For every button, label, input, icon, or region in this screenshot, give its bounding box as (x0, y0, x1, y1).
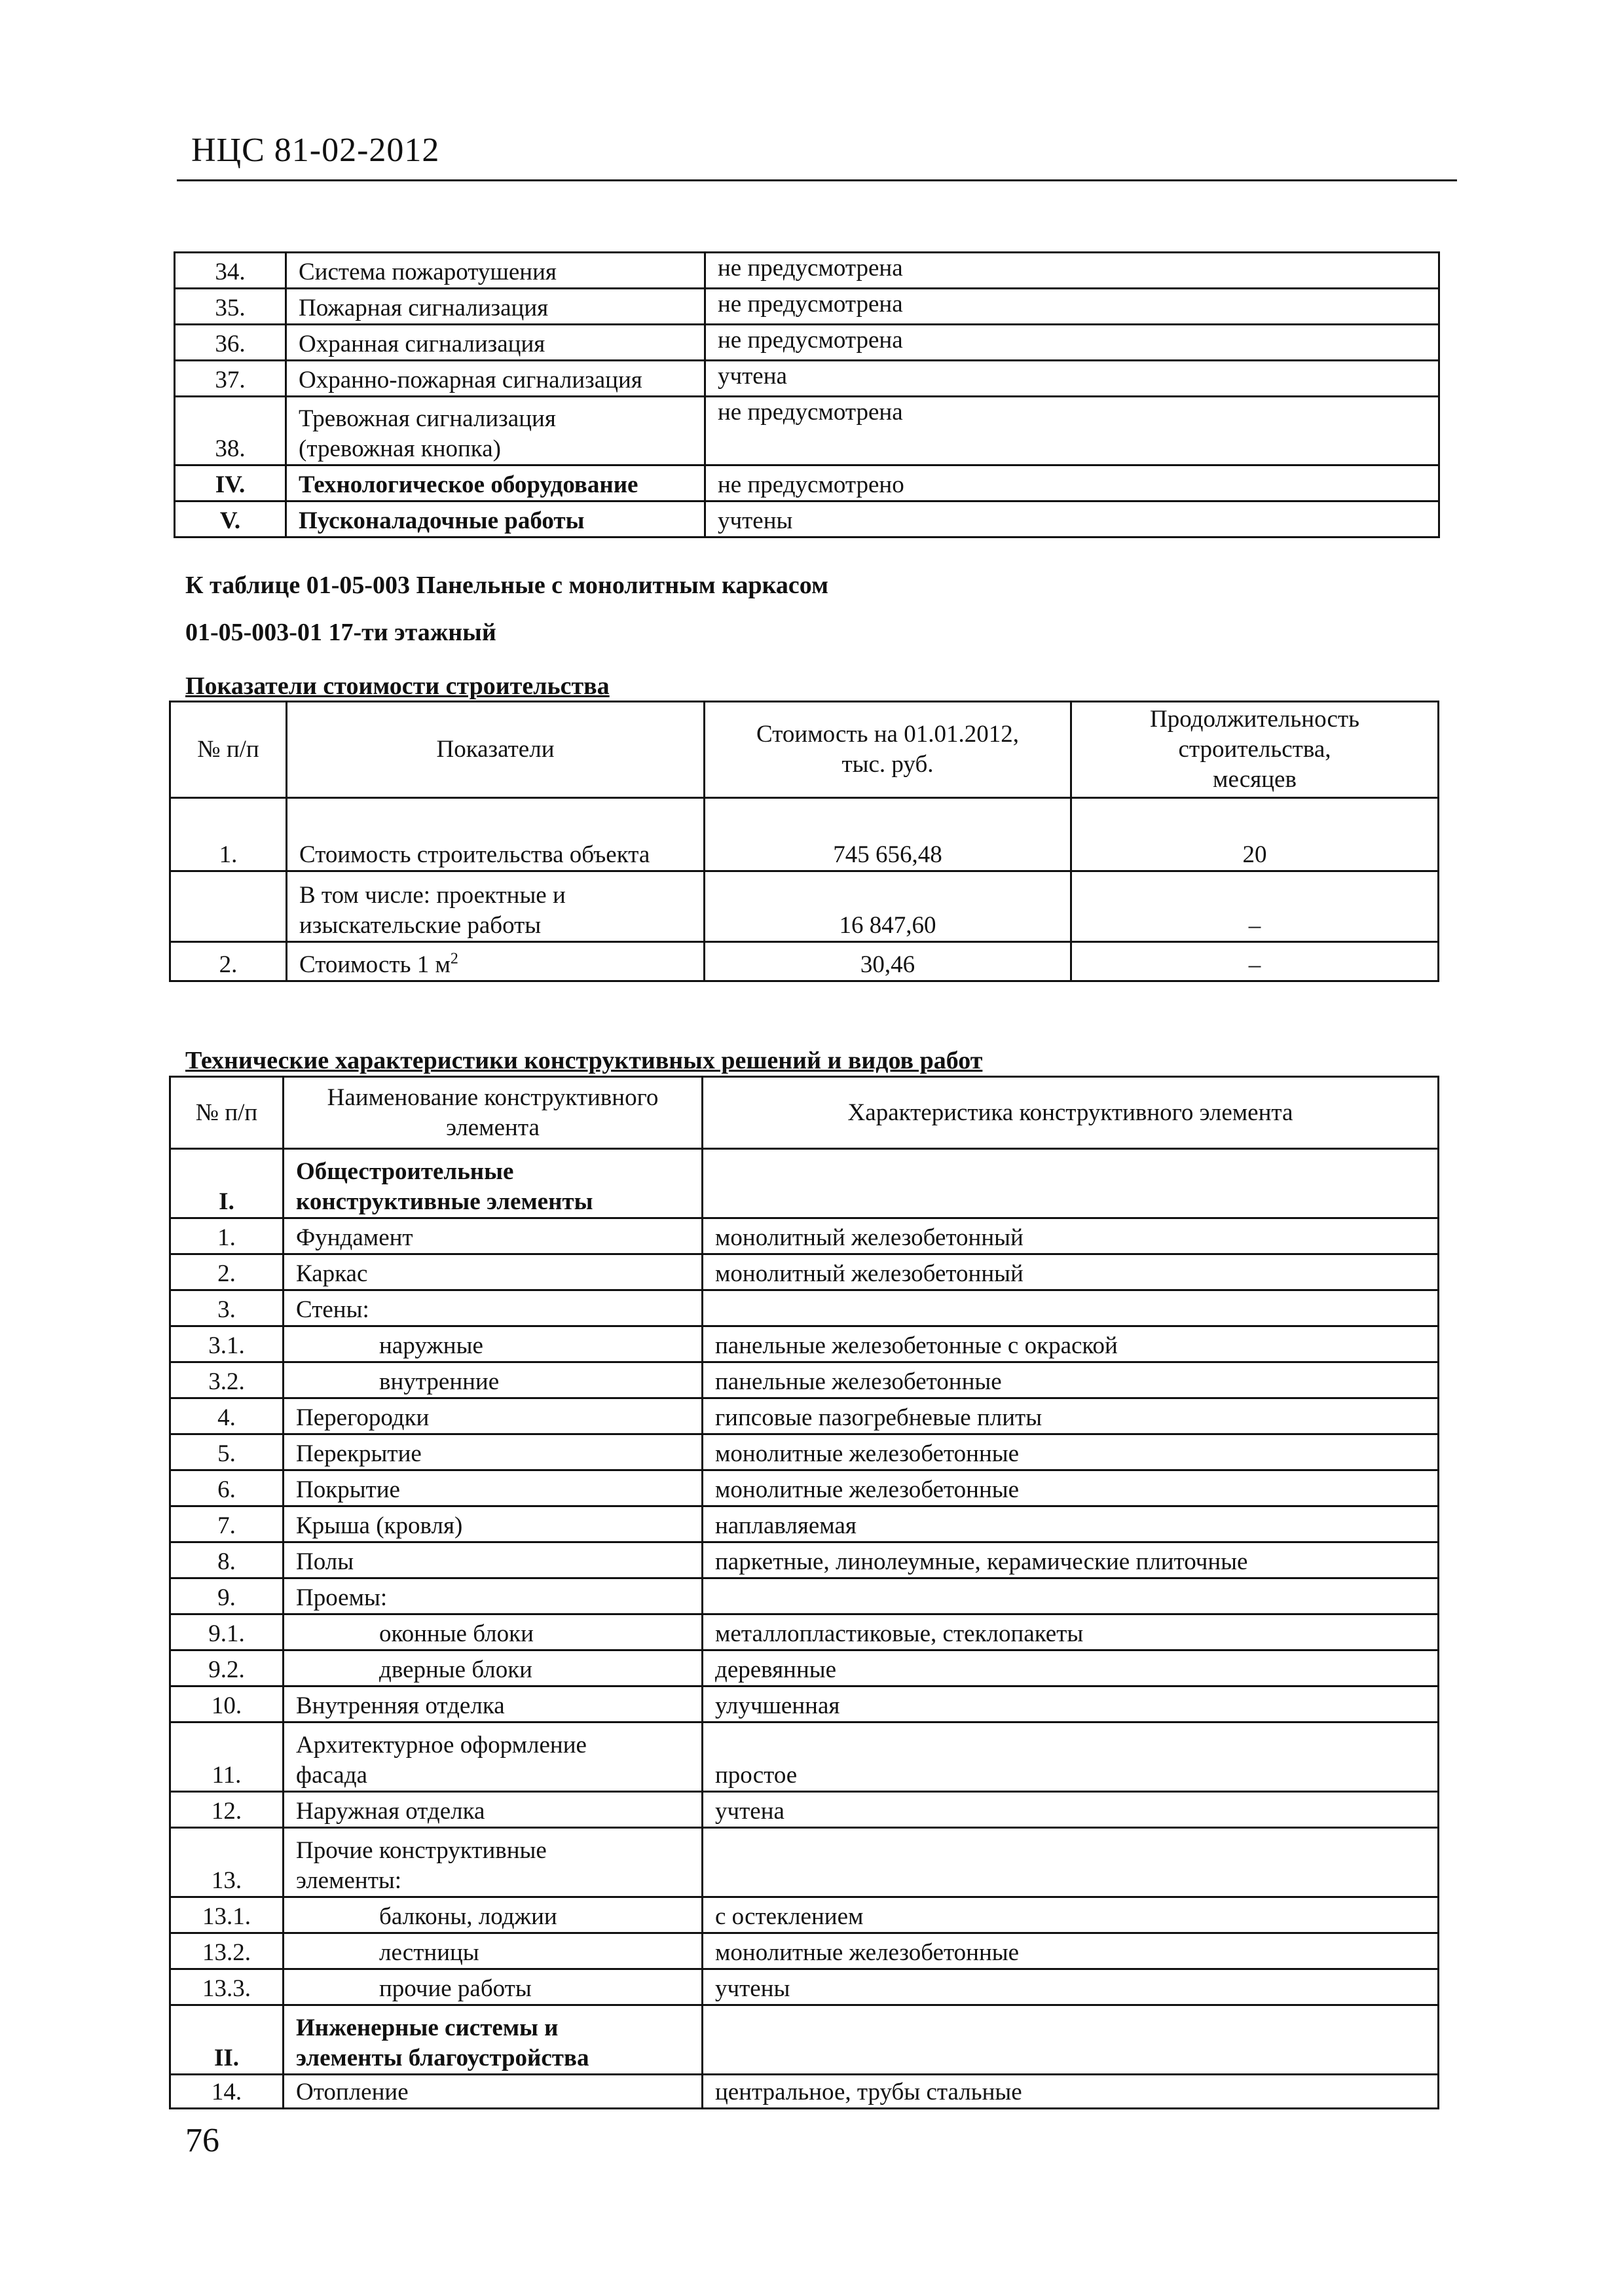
header-num: № п/п (170, 702, 287, 798)
row-value: не предусмотрена (705, 397, 1439, 465)
row-name (287, 871, 705, 942)
table-row (175, 465, 1439, 501)
row-name: Пусконаладочные работы (286, 501, 705, 538)
row-value (703, 1290, 1439, 1326)
row-number: 5. (170, 1434, 284, 1470)
row-name-line2: фасада (296, 1762, 367, 1789)
row-number: 13.3. (170, 1969, 284, 2005)
row-name (284, 1149, 703, 1218)
row-name-line2: конструктивные элементы (296, 1188, 593, 1215)
row-name-line2: элементы благоустройства (296, 2045, 589, 2071)
row-value: монолитный железобетонный (703, 1254, 1439, 1290)
row-value: не предусмотрена (705, 289, 1439, 325)
table-header-row (170, 702, 1439, 798)
table-row (175, 397, 1439, 465)
header-duration (1071, 702, 1439, 798)
row-number: 3. (170, 1290, 284, 1326)
table-row (170, 1326, 1439, 1362)
table-row (170, 942, 1439, 981)
row-number: 34. (175, 253, 286, 289)
table-row (170, 1398, 1439, 1434)
table-row (170, 1506, 1439, 1542)
table-row (170, 1969, 1439, 2005)
row-value: учтена (703, 1792, 1439, 1828)
table-row (170, 1149, 1439, 1218)
header-rule (177, 179, 1457, 181)
row-number: 10. (170, 1686, 284, 1722)
row-name (284, 1828, 703, 1897)
row-name: Стоимость строительства объекта (287, 798, 705, 871)
row-name-text: Стоимость 1 м (299, 951, 451, 978)
row-name (286, 397, 705, 465)
row-name: Система пожаротушения (286, 253, 705, 289)
row-value (703, 1828, 1439, 1897)
row-name-line2: элементы: (296, 1867, 402, 1894)
table-row (175, 361, 1439, 397)
header-name-line1: Наименование конструктивного (327, 1084, 659, 1111)
row-name (287, 942, 705, 981)
row-number: 4. (170, 1398, 284, 1434)
tech-table-caption: Технические характеристики конструктивных решений и видов работ (185, 1047, 983, 1074)
header-name-line2: элемента (446, 1114, 540, 1141)
row-value: не предусмотрена (705, 253, 1439, 289)
row-number: 2. (170, 1254, 284, 1290)
table-row (170, 871, 1439, 942)
row-name-line1: В том числе: проектные и (299, 882, 566, 909)
row-name: Фундамент (284, 1218, 703, 1254)
cost-table (169, 701, 1439, 982)
row-number: 6. (170, 1470, 284, 1506)
row-value (703, 2005, 1439, 2075)
row-number: V. (175, 501, 286, 538)
row-name: Технологическое оборудование (286, 465, 705, 501)
row-duration: – (1071, 942, 1439, 981)
row-name: Полы (284, 1542, 703, 1578)
table-row (175, 501, 1439, 538)
row-number: 3.1. (170, 1326, 284, 1362)
row-value: не предусмотрено (705, 465, 1439, 501)
row-name-line1: Прочие конструктивные (296, 1837, 547, 1864)
table-row (170, 2075, 1439, 2109)
row-cost: 16 847,60 (705, 871, 1071, 942)
row-name: Охранно-пожарная сигнализация (286, 361, 705, 397)
row-name: лестницы (284, 1933, 703, 1969)
table-row (170, 1933, 1439, 1969)
row-number: 35. (175, 289, 286, 325)
table-row (170, 1614, 1439, 1650)
row-number (170, 871, 287, 942)
row-number: 2. (170, 942, 287, 981)
row-name: Наружная отделка (284, 1792, 703, 1828)
row-number: 12. (170, 1792, 284, 1828)
header-duration-line1: Продолжительность (1150, 706, 1359, 733)
row-number: 9.2. (170, 1650, 284, 1686)
row-value: учтены (703, 1969, 1439, 2005)
row-name: прочие работы (284, 1969, 703, 2005)
table-row (170, 798, 1439, 871)
row-value: улучшенная (703, 1686, 1439, 1722)
row-number: 37. (175, 361, 286, 397)
row-name: наружные (284, 1326, 703, 1362)
row-name: Охранная сигнализация (286, 325, 705, 361)
table-row (170, 2005, 1439, 2075)
row-name-line1: Тревожная сигнализация (299, 405, 556, 432)
document-header: НЦС 81-02-2012 (191, 132, 440, 169)
row-name: Отопление (284, 2075, 703, 2109)
header-characteristic: Характеристика конструктивного элемента (703, 1077, 1439, 1149)
cost-table-caption: Показатели стоимости строительства (185, 672, 610, 700)
row-value: монолитный железобетонный (703, 1218, 1439, 1254)
row-name: Покрытие (284, 1470, 703, 1506)
row-value: не предусмотрена (705, 325, 1439, 361)
page-number: 76 (185, 2122, 219, 2159)
row-number: 13.1. (170, 1897, 284, 1933)
table-row (170, 1290, 1439, 1326)
row-value: панельные железобетонные с окраской (703, 1326, 1439, 1362)
table-row (170, 1218, 1439, 1254)
header-cost-line2: тыс. руб. (841, 751, 934, 778)
row-number: 13.2. (170, 1933, 284, 1969)
row-value: простое (703, 1722, 1439, 1792)
row-number: 13. (170, 1828, 284, 1897)
table-row (170, 1792, 1439, 1828)
row-number: 38. (175, 397, 286, 465)
row-name: Внутренняя отделка (284, 1686, 703, 1722)
row-name-line1: Инженерные системы и (296, 2014, 559, 2041)
table-row (170, 1470, 1439, 1506)
table-row (170, 1254, 1439, 1290)
tech-table (169, 1076, 1439, 2109)
row-value: гипсовые пазогребневые плиты (703, 1398, 1439, 1434)
row-number: 9.1. (170, 1614, 284, 1650)
row-name: Перекрытие (284, 1434, 703, 1470)
row-number: 9. (170, 1578, 284, 1614)
row-name: Проемы: (284, 1578, 703, 1614)
row-number: 8. (170, 1542, 284, 1578)
row-number: 1. (170, 1218, 284, 1254)
header-num: № п/п (170, 1077, 284, 1149)
row-value: панельные железобетонные (703, 1362, 1439, 1398)
row-cost: 30,46 (705, 942, 1071, 981)
row-name-line1: Общестроительные (296, 1158, 514, 1185)
superscript: 2 (450, 950, 458, 968)
row-value: деревянные (703, 1650, 1439, 1686)
row-value: монолитные железобетонные (703, 1434, 1439, 1470)
row-cost: 745 656,48 (705, 798, 1071, 871)
row-number: 11. (170, 1722, 284, 1792)
header-name (284, 1077, 703, 1149)
row-name: внутренние (284, 1362, 703, 1398)
row-value: металлопластиковые, стеклопакеты (703, 1614, 1439, 1650)
row-number: I. (170, 1149, 284, 1218)
row-name: Перегородки (284, 1398, 703, 1434)
row-value: центральное, трубы стальные (703, 2075, 1439, 2109)
row-name (284, 1722, 703, 1792)
row-name: Крыша (кровля) (284, 1506, 703, 1542)
table-row (170, 1686, 1439, 1722)
row-name: Каркас (284, 1254, 703, 1290)
header-cost (705, 702, 1071, 798)
row-name-line2: изыскательские работы (299, 912, 542, 939)
row-number: II. (170, 2005, 284, 2075)
row-number: 3.2. (170, 1362, 284, 1398)
row-value (703, 1578, 1439, 1614)
row-number: 1. (170, 798, 287, 871)
row-number: 14. (170, 2075, 284, 2109)
row-name (284, 2005, 703, 2075)
row-duration: 20 (1071, 798, 1439, 871)
table-row (170, 1828, 1439, 1897)
table-row (170, 1897, 1439, 1933)
row-name-line1: Архитектурное оформление (296, 1732, 587, 1758)
table-row (170, 1542, 1439, 1578)
row-value (703, 1149, 1439, 1218)
section-title: К таблице 01-05-003 Панельные с монолитным каркасом (185, 572, 828, 599)
row-name: Пожарная сигнализация (286, 289, 705, 325)
table-row (170, 1650, 1439, 1686)
row-number: IV. (175, 465, 286, 501)
table-row (170, 1578, 1439, 1614)
row-value: учтены (705, 501, 1439, 538)
table-row (175, 253, 1439, 289)
row-value: с остеклением (703, 1897, 1439, 1933)
table-row (175, 289, 1439, 325)
systems-table (174, 251, 1440, 538)
row-name: дверные блоки (284, 1650, 703, 1686)
row-value: учтена (705, 361, 1439, 397)
table-row (170, 1722, 1439, 1792)
header-cost-line1: Стоимость на 01.01.2012, (756, 721, 1019, 748)
row-value: наплавляемая (703, 1506, 1439, 1542)
table-row (170, 1362, 1439, 1398)
row-number: 7. (170, 1506, 284, 1542)
row-value: монолитные железобетонные (703, 1470, 1439, 1506)
header-indicator: Показатели (287, 702, 705, 798)
row-name: балконы, лоджии (284, 1897, 703, 1933)
row-value: паркетные, линолеумные, керамические плиточные (703, 1542, 1439, 1578)
header-duration-line3: месяцев (1213, 766, 1297, 793)
row-duration: – (1071, 871, 1439, 942)
row-number: 36. (175, 325, 286, 361)
row-value: монолитные железобетонные (703, 1933, 1439, 1969)
table-header-row (170, 1077, 1439, 1149)
row-name-line2: (тревожная кнопка) (299, 435, 501, 462)
table-row (170, 1434, 1439, 1470)
row-name: Стены: (284, 1290, 703, 1326)
section-subtitle: 01-05-003-01 17-ти этажный (185, 619, 496, 646)
header-duration-line2: строительства, (1178, 736, 1331, 763)
table-row (175, 325, 1439, 361)
row-name: оконные блоки (284, 1614, 703, 1650)
